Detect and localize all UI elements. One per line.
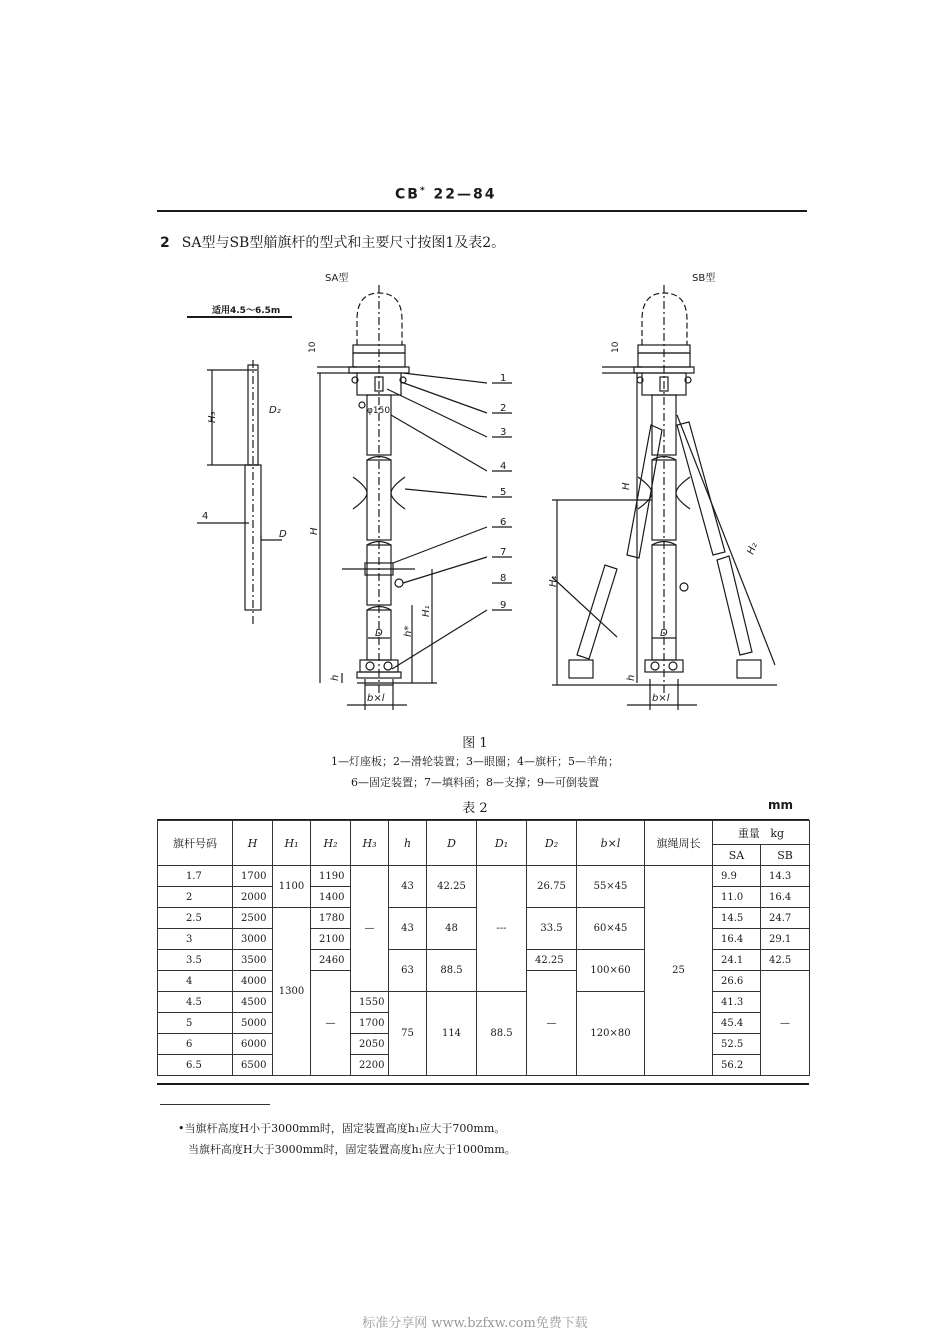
table-bottom-rule	[157, 1083, 809, 1085]
table-row: 1.7 1700 1100 1190 — 43 42.25 --- 26.75 55×45 25 9.9 14.3	[158, 866, 810, 887]
applicability-note: 适用4.5～6.5m	[212, 306, 281, 316]
part-3: 3	[500, 427, 507, 438]
dim-h-small-sa: h	[330, 674, 341, 681]
table-row: 3 3000 2100 16.4 29.1	[158, 929, 810, 950]
figure-legend-line1: 1—灯座板；2—滑轮装置；3—眼圈；4—旗杆；5—羊角；	[331, 755, 619, 768]
dimensions-table	[157, 820, 810, 1076]
header-code: 旗杆号码	[158, 821, 233, 866]
section-heading	[160, 232, 505, 252]
table-row: 4.5 4500 1550 75 114 88.5 120×80 41.3	[158, 992, 810, 1013]
header-d1: D₁	[477, 821, 527, 866]
part-4: 4	[500, 461, 507, 472]
part-8: 8	[500, 573, 507, 584]
document-code: CB* 22—84	[395, 186, 497, 203]
dim-h-sa: H	[309, 527, 320, 535]
part-5: 5	[500, 487, 507, 498]
watermark: 标准分享网 www.bzfxw.com免费下载	[362, 1316, 588, 1331]
label-sa: SA型	[325, 273, 349, 284]
dim-d-sb: D	[660, 628, 668, 639]
dim-d-sa: D	[375, 628, 383, 639]
part-7: 7	[500, 547, 507, 558]
dim-d2: D₂	[269, 405, 281, 416]
section-text: SA型与SB型艏旗杆的型式和主要尺寸按图1及表2。	[181, 235, 506, 251]
table-row: 2 2000 1400 11.0 16.4	[158, 887, 810, 908]
figure-1-drawing	[157, 265, 807, 725]
table-row: 5 5000 1700 45.4	[158, 1013, 810, 1034]
header-d: D	[427, 821, 477, 866]
part-6: 6	[500, 517, 507, 528]
footnote-rule	[160, 1104, 270, 1105]
header-sb: SB	[761, 845, 810, 866]
footnote-line2: 当旗杆高度H大于3000mm时，固定装置高度h₁应大于1000mm。	[188, 1143, 516, 1156]
table-row: 4 4000 — — 26.6 —	[158, 971, 810, 992]
part-4-detail: 4	[202, 511, 209, 522]
header-weight: 重量 kg	[713, 821, 810, 845]
dim-h3: H₃	[207, 411, 218, 423]
dim-hstar: h*	[403, 625, 414, 637]
table-row: 2.5 2500 1300 1780 43 48 33.5 60×45 14.5 24.7	[158, 908, 810, 929]
header-h1: H₁	[273, 821, 311, 866]
header-sa: SA	[713, 845, 761, 866]
part-2: 2	[500, 403, 507, 414]
dim-h-sb: H	[621, 482, 632, 490]
footnote-line1: •当旗杆高度H小于3000mm时，固定装置高度h₁应大于700mm。	[178, 1122, 506, 1135]
header-h2: H₂	[311, 821, 351, 866]
table-row: 6.5 6500 2200 56.2	[158, 1055, 810, 1076]
dim-bxl-sa: b×l	[367, 693, 385, 704]
figure-legend-line2: 6—固定装置；7—填料函；8—支撑；9—可倒装置	[351, 776, 599, 789]
dim-phi150: φ150	[367, 406, 391, 416]
header-d2: D₂	[527, 821, 577, 866]
table-row: 3.5 3500 2460 63 88.5 42.25 100×60 24.1 42.5	[158, 950, 810, 971]
table-unit: mm	[768, 798, 794, 812]
header-h-small: h	[389, 821, 427, 866]
section-number: 2	[160, 235, 170, 251]
header-h3: H₃	[351, 821, 389, 866]
dim-d-detail: D	[279, 529, 287, 540]
table-row: 6 6000 2050 52.5	[158, 1034, 810, 1055]
dim-h1-sa: H₁	[421, 605, 432, 617]
figure-caption: 图 1	[462, 736, 488, 751]
header-rule	[157, 210, 807, 212]
header-rope: 旗绳周长	[645, 821, 713, 866]
dim-bxl-sb: b×l	[652, 693, 670, 704]
dim-h-small-sb: h	[626, 674, 637, 681]
label-sb: SB型	[692, 273, 716, 284]
dim-h1-sb: H₁	[548, 575, 559, 587]
table-title: 表 2	[462, 801, 488, 816]
dim-h2-sb: H₂	[745, 541, 760, 557]
header-bxl: b×l	[577, 821, 645, 866]
dim-10-sa: 10	[308, 341, 318, 353]
header-h: H	[233, 821, 273, 866]
dim-10-sb: 10	[611, 341, 621, 353]
part-1: 1	[500, 373, 507, 384]
part-9: 9	[500, 600, 507, 611]
